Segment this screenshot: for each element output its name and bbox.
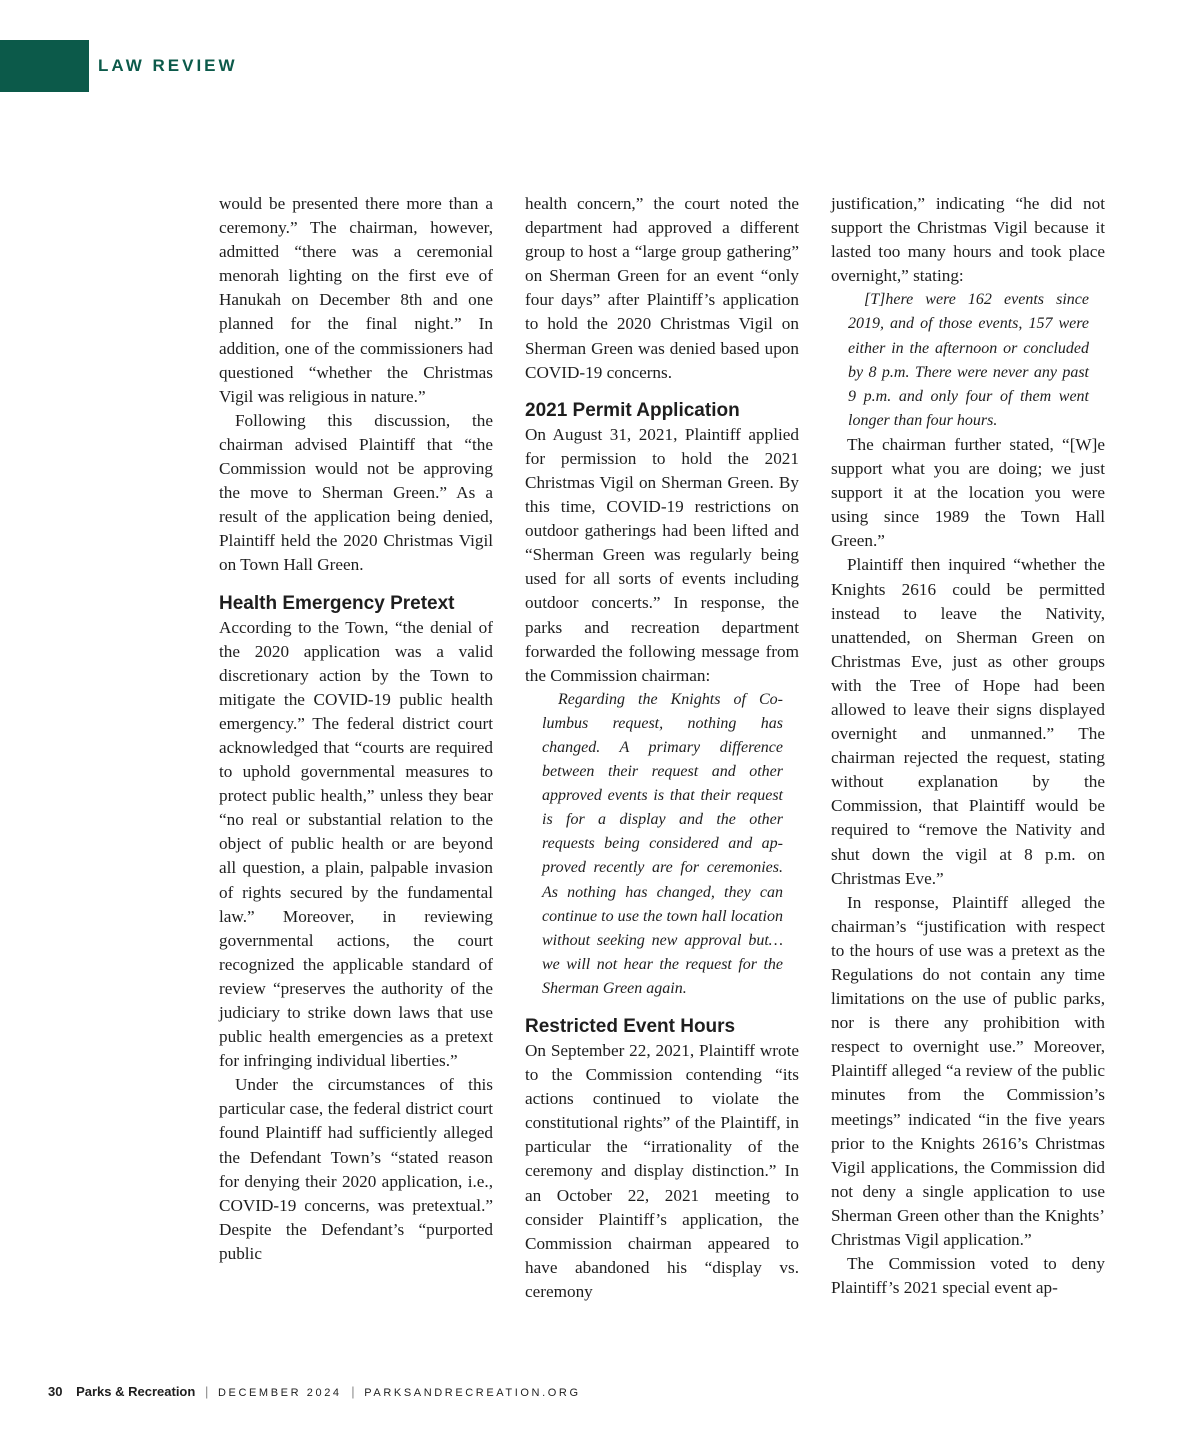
block-quote [525, 688, 799, 1001]
article-column-3 [831, 192, 1105, 1300]
article-column-2 [525, 192, 799, 1304]
paragraph: health concern,” the court noted the department had approved a different group to host a “large group gathering” on Sherman Green for an event “only four days” after Plaintiff’s application to hold the 2020 Christmas Vigil on Sherman Green was denied based upon COVID-19 concerns. [525, 194, 799, 382]
subheading-2021-permit-application: 2021 Permit Application [525, 399, 740, 421]
website: PARKSANDRECREATION.ORG [364, 1387, 581, 1399]
page-footer [48, 1384, 581, 1399]
quote-text: Regarding the Knights of Columbus request, nothing has changed. A primary difference between their request and other approved events is that their request is for a display and the other requests being considered and approved recently are for ceremonies. As nothing has changed, they can continue to use the town hall location without seeking new approval but…we will not hear the request for the Sherman Green again. [542, 690, 783, 997]
paragraph: On August 31, 2021, Plaintiff applied for permission to hold the 2021 Christmas Vigil on Sherman Green. By this time, COVID-19 restrictions on outdoor gatherings had been lifted and “Sherman Green was regularly being used for all sorts of events including outdoor concerts.” In response, the parks and recreation department forwarded the following message from the Commission chairman: [525, 424, 799, 685]
footer-separator: | [204, 1384, 209, 1399]
paragraph: In response, Plaintiff alleged the chairman’s “justification with respect to the hours of use was a pretext as the Regulations do not contain any time limitations on the use of public parks, nor is there any prohibition with respect to overnight use.” Moreover, Plaintiff alleged “a review of the public minutes from the Commission’s meetings” indicated “in the five years prior to the Knights 2616’s Christmas Vigil applications, the Commission did not deny a single application to use Sherman Green other than the Knights’ Christmas Vigil application.” [831, 892, 1105, 1250]
paragraph: justification,” indicating “he did not support the Christmas Vigil because it lasted too many hours and took place overnight,” stating: [831, 194, 1105, 286]
article-column-1 [219, 192, 493, 1266]
issue-date: DECEMBER 2024 [217, 1387, 342, 1399]
footer-separator: | [351, 1384, 355, 1399]
section-label: LAW REVIEW [98, 56, 238, 75]
paragraph: According to the Town, “the denial of the 2020 application was a valid discretionary action by the Town to mitigate the COVID-19 public health emergency.” The federal district court acknowledged that “courts are required to uphold governmental measures to protect public health,” unless they bear “no real or substantial relation to the object of public health or are beyond all question, a plain, palpable invasion of rights secured by the fundamental law.” Moreover, in reviewing governmental actions, the court recognized the applicable standard of review “preserves the authority of the judiciary to strike down laws that use public health emergencies as a pretext for infringing individual liberties.” [219, 617, 493, 1071]
subheading-health-emergency-pretext: Health Emergency Pretext [219, 592, 455, 614]
block-quote [831, 288, 1105, 433]
paragraph: The chairman further stated, “[W]e support what you are doing; we just support it at the location you were using since 1989 the Town Hall Green.” [831, 434, 1105, 551]
paragraph: would be presented there more than a ceremony.” The chairman, however, admitted “there was a ceremonial menorah lighting on the first eve of Hanukah on December 8th and one planned for the final night.” In addition, one of the commissioners had questioned “whether the Christmas Vigil was religious in nature.” [219, 194, 493, 406]
paragraph: Under the circumstances of this particular case, the federal district court found Plaintiff had sufficiently alleged the Defendant Town’s “stated reason for denying their 2020 application, i.e., COVID-19 concerns, was pretextual.” Despite the Defendant’s “purported public [219, 1075, 493, 1263]
quote-text: [T]here were 162 events since 2019, and of those events, 157 were either in the afternoon or concluded by 8 p.m. There were never any past 9 p.m. and only four of them went longer than four hours. [848, 291, 1089, 429]
paragraph: The Commission voted to deny Plaintiff’s 2021 special event ap- [831, 1254, 1105, 1298]
paragraph: Following this discussion, the chairman advised Plaintiff that “the Commission would not be approving the move to Sherman Green.” As a result of the application being denied, Plaintiff held the 2020 Christmas Vigil on Town Hall Green. [219, 410, 493, 575]
magazine-title: Parks & Recreation [76, 1384, 196, 1399]
subheading-restricted-event-hours: Restricted Event Hours [525, 1016, 736, 1037]
section-color-block [0, 40, 89, 92]
paragraph: On September 22, 2021, Plaintiff wrote to the Commission contending “its actions continued to violate the constitutional rights” of the Plaintiff, in particular the “irrationality of the ceremony and display distinction.” In an October 22, 2021 meeting to consider Plaintiff’s application, the Commission chairman appeared to have abandoned his “display vs. ceremony [525, 1041, 799, 1301]
page-number: 30 [48, 1384, 63, 1399]
paragraph: Plaintiff then inquired “whether the Knights 2616 could be permitted instead to leave the Nativity, unattended, on Sherman Green on Christmas Eve, just as other groups with the Tree of Hope had been allowed to leave their signs displayed overnight and unmanned.” The chairman rejected the request, stating without explanation by the Commission, that Plaintiff would be required to “remove the Nativity and shut down the vigil at 8 p.m. on Christmas Eve.” [831, 555, 1105, 888]
